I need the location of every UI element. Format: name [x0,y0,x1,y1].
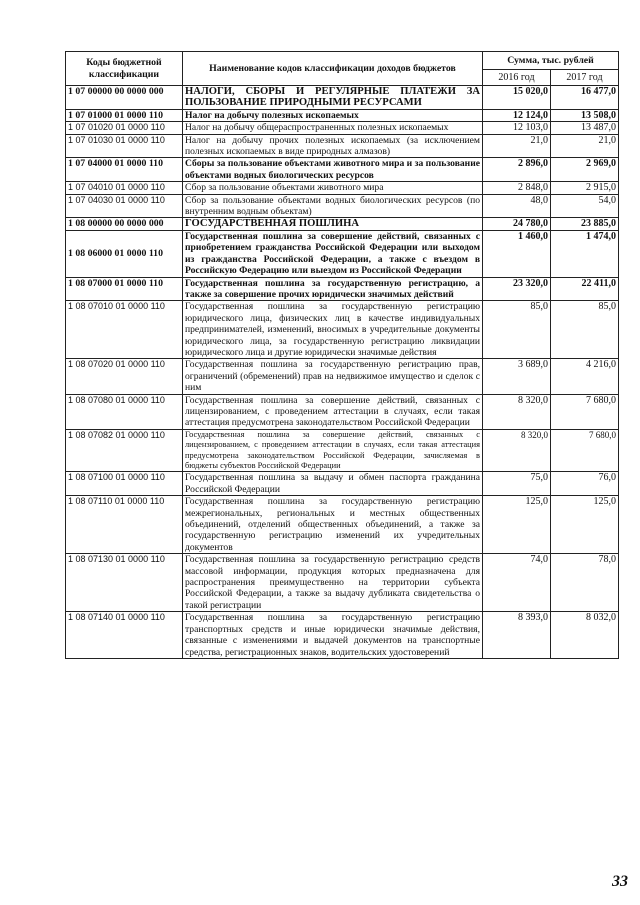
row-code: 1 08 07082 01 0000 110 [66,429,183,472]
row-value-2016: 8 320,0 [483,429,551,472]
row-value-2017: 16 477,0 [551,86,619,110]
page-number: 33 [612,873,628,890]
header-codes: Коды бюджетной классификации [66,52,183,86]
table-row [66,194,619,218]
row-name: Государственная пошлина за государственную регистрацию юридического лица, физических лиц в качестве индивидуальных предпринимателей, изменений, вносимых в учредительные документы юридического лица, за государственную регистрацию ликвидации юридического лица и другие юридически значимые действия [183,301,483,359]
table-row [66,429,619,472]
row-code: 1 07 00000 00 0000 000 [66,86,183,110]
row-name: Государственная пошлина за совершение действий, связанных с лицензированием, с проведением аттестации в случаях, если такая аттестация предусмотрена законодательством Российской Федерации [183,394,483,429]
row-value-2016: 12 124,0 [483,109,551,121]
row-value-2017: 23 885,0 [551,218,619,230]
row-value-2017: 1 474,0 [551,230,619,277]
row-code: 1 08 07010 01 0000 110 [66,301,183,359]
row-value-2017: 8 032,0 [551,612,619,659]
row-value-2016: 3 689,0 [483,359,551,394]
table-row [66,472,619,496]
row-value-2017: 21,0 [551,134,619,158]
row-name: Сбор за пользование объектами животного мира [183,182,483,194]
row-value-2016: 2 848,0 [483,182,551,194]
table-row [66,612,619,659]
row-value-2017: 78,0 [551,554,619,612]
table-row [66,359,619,394]
row-value-2017: 76,0 [551,472,619,496]
row-code: 1 07 01000 01 0000 110 [66,109,183,121]
row-value-2017: 13 487,0 [551,122,619,134]
table-row [66,182,619,194]
row-value-2016: 1 460,0 [483,230,551,277]
row-code: 1 07 04030 01 0000 110 [66,194,183,218]
row-value-2017: 2 915,0 [551,182,619,194]
table-row [66,301,619,359]
table-row [66,394,619,429]
row-value-2016: 8 320,0 [483,394,551,429]
table-row [66,86,619,110]
row-name: Государственная пошлина за государственную регистрацию межрегиональных, региональных и местных общественных объединений, отделений общественных объединений, а также за государственную регистрацию изменений их учредительных документов [183,496,483,554]
table-header [66,52,619,86]
row-code: 1 08 06000 01 0000 110 [66,230,183,277]
row-name: Государственная пошлина за государственную регистрацию транспортных средств и иные юридически значимые действия, связанные с изменениями и выдачей документов на транспортные средства, регистрационных знаков, водительских удостоверений [183,612,483,659]
row-value-2016: 21,0 [483,134,551,158]
row-value-2016: 85,0 [483,301,551,359]
row-name: НАЛОГИ, СБОРЫ И РЕГУЛЯРНЫЕ ПЛАТЕЖИ ЗА ПОЛЬЗОВАНИЕ ПРИРОДНЫМИ РЕСУРСАМИ [183,86,483,110]
row-name: Государственная пошлина за государственную регистрацию средств массовой информации, продукция которых предназначена для распространения преимущественно на территории субъекта Российской Федерации, а также за выдачу дубликата свидетельства о такой регистрации [183,554,483,612]
row-value-2017: 22 411,0 [551,277,619,301]
row-name: Государственная пошлина за совершение действий, связанных с лицензированием, с проведением аттестации в случаях, если такая аттестация предусмотрена законодательством Российской Федерации, зачисляемая в бюджеты субъектов Российской Федерации [183,429,483,472]
row-value-2017: 54,0 [551,194,619,218]
row-name: Налог на добычу общераспространенных полезных ископаемых [183,122,483,134]
table-row [66,554,619,612]
row-value-2016: 8 393,0 [483,612,551,659]
table-row [66,277,619,301]
row-value-2016: 2 896,0 [483,158,551,182]
row-code: 1 08 07100 01 0000 110 [66,472,183,496]
table-row [66,158,619,182]
row-value-2017: 7 680,0 [551,429,619,472]
row-name: Сбор за пользование объектами водных биологических ресурсов (по внутренним водным объектам) [183,194,483,218]
row-value-2017: 85,0 [551,301,619,359]
row-name: Государственная пошлина за совершение действий, связанных с приобретением гражданства Российской Федерации или выходом из гражданства Российской Федерации, а также с въездом в Российскую Федерацию или выездом из Российской Федерации [183,230,483,277]
table-row [66,134,619,158]
budget-revenue-table [65,51,619,659]
row-value-2017: 4 216,0 [551,359,619,394]
row-value-2016: 12 103,0 [483,122,551,134]
row-value-2016: 24 780,0 [483,218,551,230]
row-code: 1 08 07020 01 0000 110 [66,359,183,394]
row-value-2016: 125,0 [483,496,551,554]
row-value-2016: 75,0 [483,472,551,496]
header-year-2017: 2017 год [551,70,619,86]
row-code: 1 08 07080 01 0000 110 [66,394,183,429]
row-value-2016: 15 020,0 [483,86,551,110]
row-value-2016: 74,0 [483,554,551,612]
table-row [66,122,619,134]
header-year-2016: 2016 год [483,70,551,86]
row-code: 1 07 04000 01 0000 110 [66,158,183,182]
row-value-2017: 7 680,0 [551,394,619,429]
row-name: Государственная пошлина за государственную регистрацию, а также за совершение прочих юридически значимых действий [183,277,483,301]
row-value-2017: 13 508,0 [551,109,619,121]
row-value-2017: 2 969,0 [551,158,619,182]
row-code: 1 08 00000 00 0000 000 [66,218,183,230]
row-name: Государственная пошлина за выдачу и обмен паспорта гражданина Российской Федерации [183,472,483,496]
table-row [66,496,619,554]
row-code: 1 07 04010 01 0000 110 [66,182,183,194]
header-sum: Сумма, тыс. рублей [483,52,619,70]
row-code: 1 08 07110 01 0000 110 [66,496,183,554]
row-name: Государственная пошлина за государственную регистрацию прав, ограничений (обременений) прав на недвижимое имущество и сделок с ним [183,359,483,394]
table-row [66,109,619,121]
header-name: Наименование кодов классификации доходов бюджетов [183,52,483,86]
row-code: 1 08 07140 01 0000 110 [66,612,183,659]
row-code: 1 08 07000 01 0000 110 [66,277,183,301]
row-value-2017: 125,0 [551,496,619,554]
row-code: 1 08 07130 01 0000 110 [66,554,183,612]
table-row [66,230,619,277]
row-value-2016: 48,0 [483,194,551,218]
table-row [66,218,619,230]
row-name: Налог на добычу полезных ископаемых [183,109,483,121]
row-name: ГОСУДАРСТВЕННАЯ ПОШЛИНА [183,218,483,230]
row-value-2016: 23 320,0 [483,277,551,301]
row-code: 1 07 01020 01 0000 110 [66,122,183,134]
row-name: Сборы за пользование объектами животного мира и за пользование объектами водных биологических ресурсов [183,158,483,182]
row-code: 1 07 01030 01 0000 110 [66,134,183,158]
row-name: Налог на добычу прочих полезных ископаемых (за исключением полезных ископаемых в виде природных алмазов) [183,134,483,158]
